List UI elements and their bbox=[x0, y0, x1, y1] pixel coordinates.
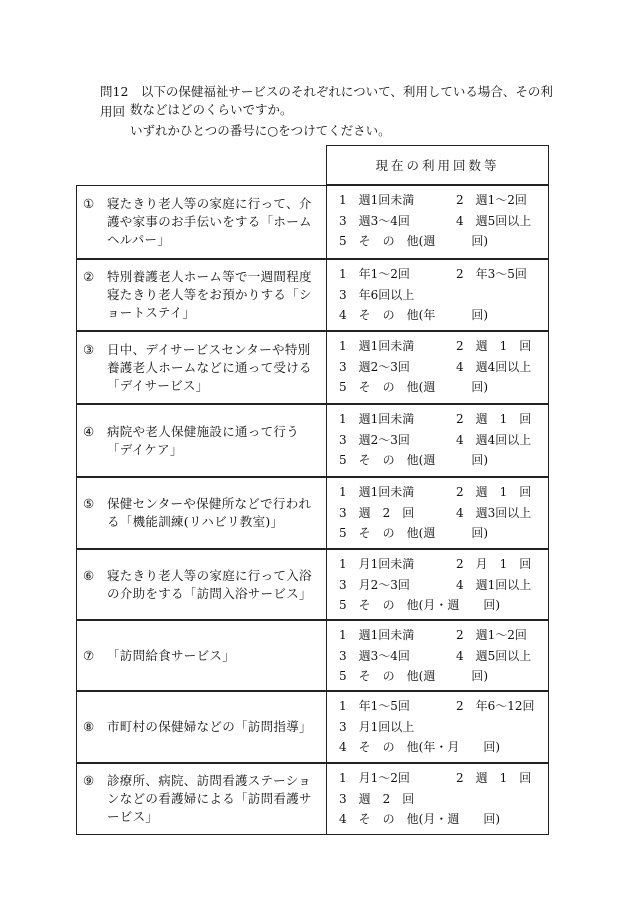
frequency-option[interactable]: 2 週1～2回 bbox=[456, 628, 527, 642]
frequency-options-cell bbox=[327, 186, 548, 258]
row-number: ④ bbox=[83, 423, 95, 439]
service-description-cell bbox=[77, 405, 327, 476]
service-description: 保健センターや保健所などで行われる「機能訓練(リハビリ教室)」 bbox=[107, 496, 312, 529]
table-row bbox=[76, 185, 549, 259]
frequency-option[interactable]: 4 週5回以上 bbox=[456, 213, 532, 228]
frequency-option[interactable]: 3 週3～4回 bbox=[339, 213, 410, 228]
service-description-cell bbox=[77, 692, 327, 762]
service-description-cell bbox=[77, 764, 327, 834]
service-description: 市町村の保健婦などの「訪問指導」 bbox=[107, 719, 312, 734]
service-description: 診療所、病院、訪問看護ステーションなどの看護婦による「訪問看護サービス」 bbox=[107, 773, 312, 824]
frequency-option[interactable]: 4 週5回以上 bbox=[456, 648, 532, 663]
frequency-option[interactable]: 2 年3～5回 bbox=[456, 267, 527, 281]
service-description: 日中、デイサービスセンターや特別養護老人ホームなどに通って受ける「デイサービス」 bbox=[107, 341, 312, 393]
frequency-option[interactable]: 4 週1回以上 bbox=[456, 577, 532, 592]
row-number: ③ bbox=[83, 341, 95, 357]
frequency-options-cell bbox=[327, 621, 548, 690]
frequency-option[interactable]: 3 月1回以上 bbox=[339, 719, 415, 734]
frequency-option[interactable]: 1 週1回未満 bbox=[339, 193, 415, 207]
frequency-option[interactable]: 4 そ の 他(年 回) bbox=[339, 308, 488, 322]
frequency-option[interactable]: 5 そ の 他(月・週 回) bbox=[339, 598, 500, 612]
frequency-option[interactable]: 5 そ の 他(週 回) bbox=[339, 453, 488, 467]
service-description: 特別養護老人ホーム等で一週間程度寝たきり老人等をお預かりする「ショートステイ」 bbox=[107, 269, 312, 320]
frequency-option[interactable]: 2 週 1 回 bbox=[456, 339, 532, 353]
frequency-option[interactable]: 1 月1～2回 bbox=[339, 771, 410, 785]
frequency-option[interactable]: 1 年1～5回 bbox=[339, 699, 410, 713]
frequency-option[interactable]: 3 月2～3回 bbox=[339, 577, 410, 592]
frequency-option[interactable]: 1 週1回未満 bbox=[339, 412, 415, 426]
table-row bbox=[76, 763, 549, 835]
frequency-option[interactable]: 5 そ の 他(週 回) bbox=[339, 380, 488, 394]
frequency-options-cell bbox=[327, 332, 548, 403]
table-row bbox=[76, 477, 549, 549]
frequency-options-cell bbox=[327, 550, 548, 619]
service-description-cell bbox=[77, 332, 327, 403]
service-description-cell bbox=[77, 186, 327, 258]
frequency-option[interactable]: 2 月 1 回 bbox=[456, 557, 532, 571]
row-number: ② bbox=[83, 269, 95, 284]
service-description: 「訪問給食サービス」 bbox=[107, 647, 236, 663]
service-description-cell bbox=[77, 260, 327, 330]
row-number: ① bbox=[83, 196, 95, 211]
frequency-options-cell bbox=[327, 260, 548, 330]
frequency-option[interactable]: 5 そ の 他(週 回) bbox=[339, 234, 488, 248]
frequency-options-cell bbox=[327, 478, 548, 548]
frequency-option[interactable]: 5 そ の 他(週 回) bbox=[339, 669, 488, 683]
frequency-option[interactable]: 2 週 1 回 bbox=[456, 771, 532, 785]
row-number: ⑧ bbox=[83, 719, 95, 734]
table-row bbox=[76, 620, 549, 691]
frequency-option[interactable]: 1 週1回未満 bbox=[339, 628, 415, 642]
frequency-option[interactable]: 1 月1回未満 bbox=[339, 557, 415, 571]
frequency-option[interactable]: 3 年6回以上 bbox=[339, 287, 415, 302]
table-row bbox=[76, 331, 549, 404]
service-description-cell bbox=[77, 478, 327, 548]
frequency-options-cell bbox=[327, 764, 548, 834]
frequency-option[interactable]: 4 そ の 他(年・月 回) bbox=[339, 740, 500, 754]
frequency-options-cell bbox=[327, 692, 548, 762]
frequency-option[interactable]: 1 週1回未満 bbox=[339, 339, 415, 353]
frequency-option[interactable]: 3 週3～4回 bbox=[339, 648, 410, 663]
frequency-option[interactable]: 5 そ の 他(週 回) bbox=[339, 526, 488, 540]
frequency-option[interactable]: 3 週 2 回 bbox=[339, 505, 415, 520]
column-header: 現在の利用回数等 bbox=[326, 145, 549, 185]
frequency-option[interactable]: 2 週 1 回 bbox=[456, 412, 532, 426]
frequency-option[interactable]: 3 週2～3回 bbox=[339, 432, 410, 447]
frequency-option[interactable]: 2 週1～2回 bbox=[456, 193, 527, 207]
table-row bbox=[76, 259, 549, 331]
service-description: 寝たきり老人等の家庭に行って入浴の介助をする「訪問入浴サービス」 bbox=[107, 567, 312, 601]
question-instruction: いずれかひとつの番号に○をつけてください。 bbox=[130, 123, 391, 138]
frequency-option[interactable]: 3 週2～3回 bbox=[339, 359, 410, 374]
frequency-option[interactable]: 1 年1～2回 bbox=[339, 267, 410, 281]
frequency-option[interactable]: 4 週4回以上 bbox=[456, 359, 532, 374]
service-description-cell bbox=[77, 550, 327, 619]
service-description-cell bbox=[77, 621, 327, 690]
frequency-options-cell bbox=[327, 405, 548, 476]
table-row bbox=[76, 549, 549, 620]
frequency-option[interactable]: 3 週 2 回 bbox=[339, 791, 415, 806]
question-line-2: 数などはどのくらいですか。 bbox=[130, 102, 293, 117]
frequency-option[interactable]: 4 週3回以上 bbox=[456, 505, 532, 520]
service-description: 寝たきり老人等の家庭に行って、介護や家事のお手伝いをする「ホームヘルパー」 bbox=[107, 196, 312, 247]
row-number: ⑨ bbox=[83, 773, 95, 788]
row-number: ⑤ bbox=[83, 496, 95, 511]
frequency-option[interactable]: 4 そ の 他(月・週 回) bbox=[339, 812, 500, 826]
question-line-1: 問12 以下の保健福祉サービスのそれぞれについて、利用している場合、その利用回 bbox=[100, 84, 553, 119]
service-description: 病院や老人保健施設に通って行う「デイケア」 bbox=[107, 423, 300, 457]
frequency-option[interactable]: 2 週 1 回 bbox=[456, 485, 532, 499]
frequency-option[interactable]: 2 年6～12回 bbox=[456, 699, 535, 713]
frequency-option[interactable]: 4 週4回以上 bbox=[456, 432, 532, 447]
table-row bbox=[76, 691, 549, 763]
table-row bbox=[76, 404, 549, 477]
row-number: ⑥ bbox=[83, 567, 95, 583]
row-number: ⑦ bbox=[83, 647, 95, 663]
frequency-option[interactable]: 1 週1回未満 bbox=[339, 485, 415, 499]
